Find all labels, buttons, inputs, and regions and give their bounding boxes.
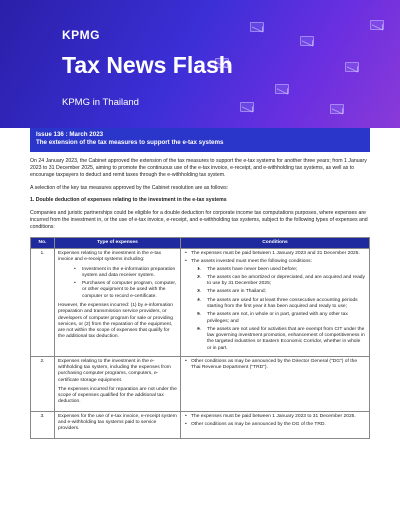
expense-type-cell xyxy=(55,356,181,411)
article-body xyxy=(30,158,370,439)
expense-type-cell xyxy=(55,249,181,357)
intro-paragraph: On 24 January 2023, the Cabinet approved the extension of the tax measures to support the e-tax systems for another three years; from 1 January 2023 to 31 December 2025, aiming to promote the continuous use of the e-tax invoice, e-receipt, and e-withholding tax systems, as well as to encourage taxpayers to deduct and remit taxes through the e-withholding tax system. xyxy=(30,158,367,178)
conditions-cell xyxy=(181,249,370,357)
list-item: • 6. The assets are not used for activities that are exempt from CIT under the law governing investment promotion, enhancement of competitiveness in the targeted industries or Eastern Economic Corridor, whether in whole or in part. xyxy=(197,327,366,352)
expense-note: However, the expenses incurred: (1) by e-information preparation and transmission service providers, or developers of computer program for sale or providing services, or (2) from the reparation of the equipment, are not within the scope of expenses that qualify for the additional tax deduction. xyxy=(58,303,173,340)
list-item: • The expenses must be paid between 1 January 2023 to 31 December 2025. xyxy=(184,414,366,420)
list-item: • The expenses must be paid between 1 January 2023 and 31 December 2025. xyxy=(184,251,366,257)
conditions-cell xyxy=(181,356,370,411)
selection-paragraph: A selection of the key tax measures approved by the Cabinet resolution are as follows: xyxy=(30,184,229,191)
issue-headline: The extension of the tax measures to support the e-tax systems xyxy=(36,139,224,147)
list-item: • 1. The assets have never been used before; xyxy=(197,267,366,273)
envelope-icon xyxy=(330,104,344,114)
table-row xyxy=(31,249,370,357)
expense-type-text: Expenses relating to the investment in the e-withholding tax system, including the expenses from purchasing computer programs, computers, e-certificate storage equipment. xyxy=(58,358,171,383)
header-banner xyxy=(0,0,400,128)
conditions-list xyxy=(184,414,366,429)
envelope-icon xyxy=(240,102,254,112)
list-item: • 3. The assets are in Thailand; xyxy=(197,289,366,295)
envelope-icon xyxy=(370,20,384,30)
list-item: • Other conditions as may be announced by the DG of the TRD. xyxy=(184,422,366,428)
column-header-no: No. xyxy=(31,237,55,248)
list-item: • Investment in the e-information preparation system and data receiver system. xyxy=(74,267,177,280)
expenses-table xyxy=(30,237,370,439)
list-item: • Purchases of computer program, computer, or other equipment to be used with the computer or to record e-certificate. xyxy=(74,281,177,300)
list-item: • 4. The assets are used for at least three consecutive accounting periods starting from the first year it has been acquired and ready to use; xyxy=(197,298,366,311)
conditions-intro: The assets invested must meet the following conditions: xyxy=(191,259,312,265)
conditions-cell xyxy=(181,411,370,438)
row-number: 3. xyxy=(31,411,55,438)
kpmg-logo: KPMG xyxy=(62,28,100,42)
asset-conditions-list xyxy=(191,267,366,352)
list-item: • Other conditions as may be announced by the Director General ("DG") of the Thai Revenue Department ("TRD"). xyxy=(184,359,366,372)
issue-banner xyxy=(30,128,370,152)
table-row xyxy=(31,356,370,411)
envelope-icon xyxy=(250,22,264,32)
table-header-row xyxy=(31,237,370,248)
row-number: 2. xyxy=(31,356,55,411)
page-subtitle: KPMG in Thailand xyxy=(62,97,139,108)
conditions-list xyxy=(184,359,366,372)
section-heading: 1. Double deduction of expenses relating to the investment in the e-tax systems xyxy=(30,197,227,204)
column-header-conditions: Conditions xyxy=(181,237,370,248)
expense-type-text: Expenses relating to the investment in the e-tax invoice and e-receipt systems including: xyxy=(58,251,162,263)
row-number: 1. xyxy=(31,249,55,357)
expense-bullet-list xyxy=(58,267,177,300)
list-item: • 2. The assets can be amortized or depreciated, and are acquired and ready to use by 31 December 2025; xyxy=(197,275,366,288)
envelope-icon xyxy=(345,62,359,72)
expense-note: The expenses incurred for reparation are not under the scope of expenses qualified for the additional tax deduction. xyxy=(58,386,177,405)
eligibility-paragraph: Companies and juristic partnerships could be eligible for a double deduction for corporate income tax computations purposes, where expenses are incurred from the investment in, or the use of e-tax invoice, e-receipt, and e-withholding tax systems, subject to the following types of expenses and conditions: xyxy=(30,210,368,231)
list-item xyxy=(184,259,366,351)
conditions-list xyxy=(184,251,366,352)
list-item: • 5. The assets are not, in whole or in part, granted with any other tax privileges; and xyxy=(197,312,366,325)
page-title: Tax News Flash xyxy=(62,52,233,78)
issue-number: Issue 136 : March 2023 xyxy=(36,131,104,138)
column-header-type: Type of expenses xyxy=(55,237,181,248)
expense-type-text: Expenses for the use of e-tax invoice, e-receipt system and e-withholding tax systems paid to service providers. xyxy=(58,413,177,432)
table-row xyxy=(31,411,370,438)
envelope-icon xyxy=(300,36,314,46)
expense-type-cell xyxy=(55,411,181,438)
envelope-icon xyxy=(275,84,289,94)
